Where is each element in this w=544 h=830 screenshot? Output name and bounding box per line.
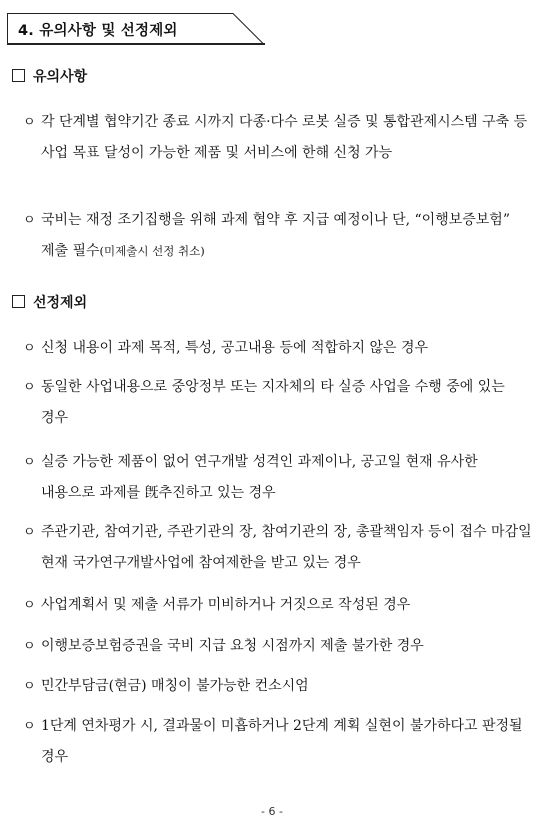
list-item: [23, 711, 533, 773]
bullet-circle-icon: ㅇ: [23, 380, 36, 395]
checkbox-square-icon: [12, 295, 25, 308]
list-item-text: 민간부담금(현금) 매칭이 불가능한 컨소시엄: [41, 678, 309, 694]
list-item: [23, 590, 533, 621]
list-item-text: 동일한 사업내용으로 중앙정부 또는 지자체의 타 실증 사업을 수행 중에 있는 경우: [41, 379, 505, 426]
list-item: [23, 447, 533, 509]
bullet-circle-icon: ㅇ: [23, 525, 36, 540]
bullet-circle-icon: ㅇ: [23, 639, 36, 654]
bullet-circle-icon: ㅇ: [23, 719, 36, 734]
list-item: [23, 205, 533, 267]
bullet-circle-icon: ㅇ: [23, 679, 36, 694]
list-item-text: 주관기관, 참여기관, 주관기관의 장, 참여기관의 장, 총괄책임자 등이 접수 마감일 현재 국가연구개발사업에 참여제한을 받고 있는 경우: [41, 524, 532, 571]
checkbox-square-icon: [12, 69, 25, 82]
list-item-text: 이행보증보험증권을 국비 지급 요청 시점까지 제출 불가한 경우: [41, 638, 424, 654]
bullet-circle-icon: ㅇ: [23, 455, 36, 470]
section-header: [7, 13, 263, 45]
subheading-exclusions-label: 선정제외: [33, 295, 88, 311]
subheading-notes-label: 유의사항: [33, 69, 88, 85]
list-item: [23, 517, 533, 579]
bullet-circle-icon: ㅇ: [23, 341, 36, 356]
list-item-text: 1단계 연차평가 시, 결과물이 미흡하거나 2단계 계획 실현이 불가하다고 판정될 경우: [41, 718, 523, 765]
list-item: [23, 333, 533, 364]
list-item-text: 각 단계별 협약기간 종료 시까지 다종·다수 로봇 실증 및 통합관제시스템 구축 등 사업 목표 달성이 가능한 제품 및 서비스에 한해 신청 가능: [41, 114, 528, 161]
list-item: [23, 631, 533, 662]
subheading-notes: [12, 66, 87, 86]
list-item-note: (미제출시 선정 취소): [99, 244, 205, 258]
page-number: - 6 -: [261, 805, 283, 818]
list-item-main: 국비는 재정 조기집행을 위해 과제 협약 후 지급 예정이나 단, “이행보증보험” 제출 필수: [41, 212, 510, 259]
subheading-exclusions: [12, 292, 87, 312]
list-item-text: [41, 205, 533, 267]
bullet-circle-icon: ㅇ: [23, 213, 36, 228]
section-title: 4. 유의사항 및 선정제외: [18, 23, 178, 39]
list-item: [23, 372, 533, 434]
list-item: [23, 107, 533, 169]
list-item-text: 신청 내용이 과제 목적, 특성, 공고내용 등에 적합하지 않은 경우: [41, 340, 429, 356]
bullet-circle-icon: ㅇ: [23, 598, 36, 613]
bullet-circle-icon: ㅇ: [23, 115, 36, 130]
list-item-text: 실증 가능한 제품이 없어 연구개발 성격인 과제이나, 공고일 현재 유사한 내용으로 과제를 旣추진하고 있는 경우: [41, 454, 478, 501]
list-item: [23, 671, 533, 702]
list-item-text: 사업계획서 및 제출 서류가 미비하거나 거짓으로 작성된 경우: [41, 597, 411, 613]
